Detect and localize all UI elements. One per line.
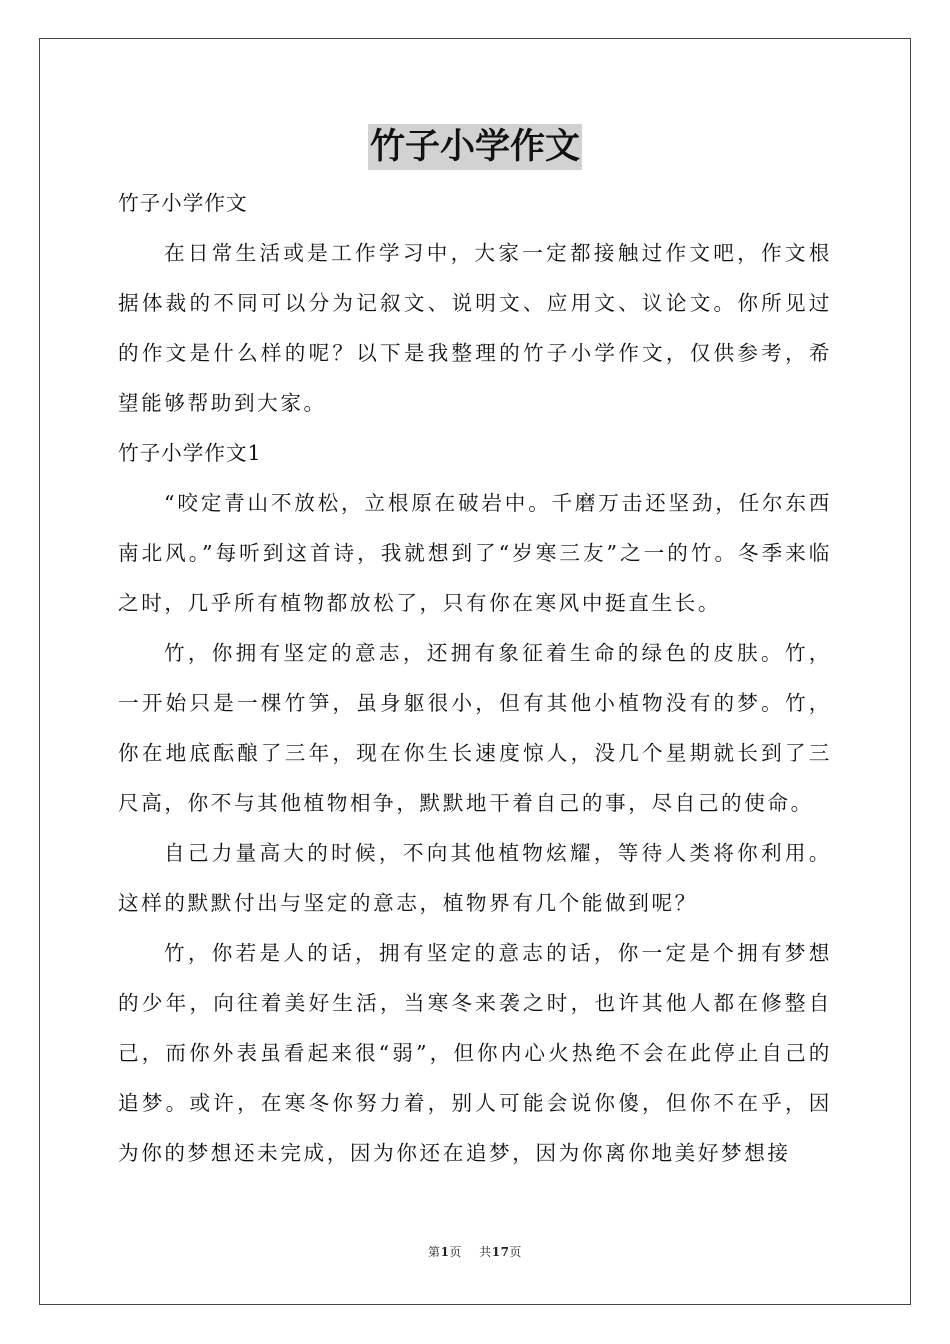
footer-page-prefix: 第	[428, 1245, 441, 1259]
page-footer	[0, 1244, 950, 1260]
body-paragraph: 自己力量高大的时候，不向其他植物炫耀，等待人类将你利用。这样的默默付出与坚定的意志，植物界有几个能做到呢？	[118, 841, 832, 915]
body-paragraph: “咬定青山不放松，立根原在破岩中。千磨万击还坚劲，任尔东西南北风。”每听到这首诗，我就想到了“岁寒三友”之一的竹。冬季来临之时，几乎所有植物都放松了，只有你在寒风中挺直生长。	[118, 491, 832, 615]
document-body	[118, 178, 832, 1178]
footer-total-suffix: 页	[509, 1245, 522, 1259]
footer-total-pages: 17	[491, 1245, 510, 1259]
section-heading: 竹子小学作文1	[118, 441, 262, 465]
document-subtitle: 竹子小学作文	[118, 191, 248, 215]
footer-page-suffix: 页	[449, 1245, 462, 1259]
document-title: 竹子小学作文	[368, 124, 582, 170]
body-paragraph: 竹，你拥有坚定的意志，还拥有象征着生命的绿色的皮肤。竹，一开始只是一棵竹笋，虽身躯很小，但有其他小植物没有的梦。竹，你在地底酝酿了三年，现在你生长速度惊人，没几个星期就长到了三尺高，你不与其他植物相争，默默地干着自己的事，尽自己的使命。	[118, 641, 832, 815]
footer-page-number: 1	[440, 1245, 450, 1259]
body-paragraph: 竹，你若是人的话，拥有坚定的意志的话，你一定是个拥有梦想的少年，向往着美好生活，当寒冬来袭之时，也许其他人都在修整自己，而你外表虽看起来很“弱”，但你内心火热绝不会在此停止自己的追梦。或许，在寒冬你努力着，别人可能会说你傻，但你不在乎，因为你的梦想还未完成，因为你还在追梦，因为你离你地美好梦想接	[118, 941, 832, 1165]
footer-total-prefix: 共	[479, 1245, 492, 1259]
intro-paragraph: 在日常生活或是工作学习中，大家一定都接触过作文吧，作文根据体裁的不同可以分为记叙文、说明文、应用文、议论文。你所见过的作文是什么样的呢？以下是我整理的竹子小学作文，仅供参考，希望能够帮助到大家。	[118, 241, 832, 415]
title-area	[0, 124, 950, 170]
